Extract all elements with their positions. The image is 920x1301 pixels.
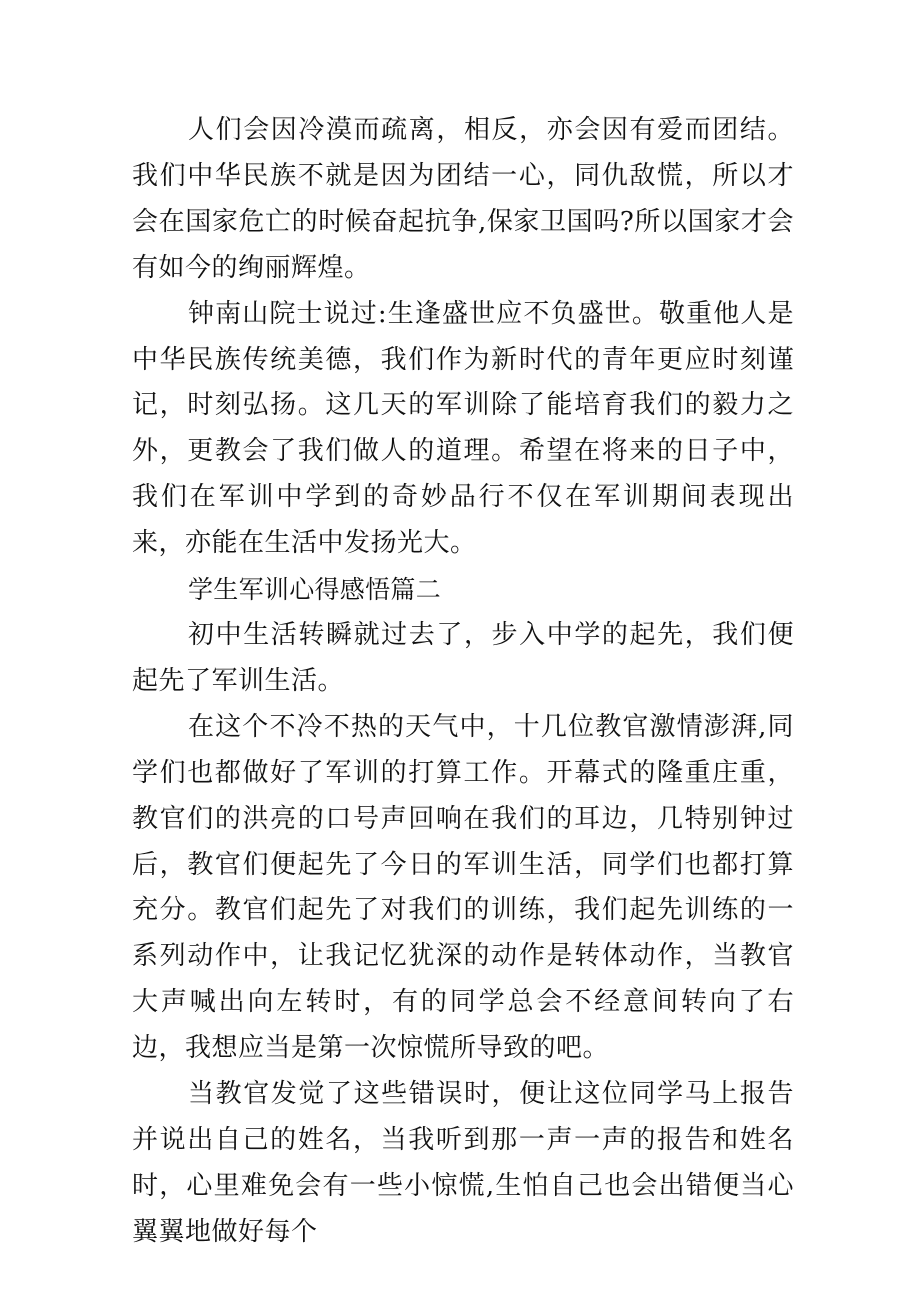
paragraph-training-start: 在这个不冷不热的天气中，十几位教官激情澎湃,同学们也都做好了军训的打算工作。开幕式的隆重庄重，教官们的洪亮的口号声回响在我们的耳边，几特别钟过后，教官们便起先了今日的军训生活，同学们也都打算充分。教官们起先了对我们的训练，我们起先训练的一系列动作中，让我记忆犹深的动作是转体动作，当教官大声喊出向左转时，有的同学总会不经意间转向了右边，我想应当是第一次惊慌所导致的吧。 [132,711,794,1064]
paragraph-zhong-nanshan: 钟南山院士说过:生逢盛世应不负盛世。敬重他人是中华民族传统美德，我们作为新时代的青年更应时刻谨记，时刻弘扬。这几天的军训除了能培育我们的毅力之外，更教会了我们做人的道理。希望在将来的日子中，我们在军训中学到的奇妙品行不仅在军训期间表现出来，亦能在生活中发扬光大。 [132,298,794,559]
paragraph-unity: 人们会因冷漠而疏离，相反，亦会因有爱而团结。我们中华民族不就是因为团结一心，同仇敌慌，所以才会在国家危亡的时候奋起抗争,保家卫国吗?所以国家才会有如今的绚丽辉煌。 [132,115,794,283]
section-heading: 学生军训心得感悟篇二 [188,575,442,605]
paragraph-instructor-errors: 当教官发觉了这些错误时，便让这位同学马上报告并说出自己的姓名，当我听到那一声一声的报告和姓名时，心里难免会有一些小惊慌,生怕自己也会出错便当心翼翼地做好每个 [132,1079,794,1247]
document-body [132,108,794,1256]
paragraph-junior-high: 初中生活转瞬就过去了，步入中学的起先，我们便起先了军训生活。 [132,619,794,696]
